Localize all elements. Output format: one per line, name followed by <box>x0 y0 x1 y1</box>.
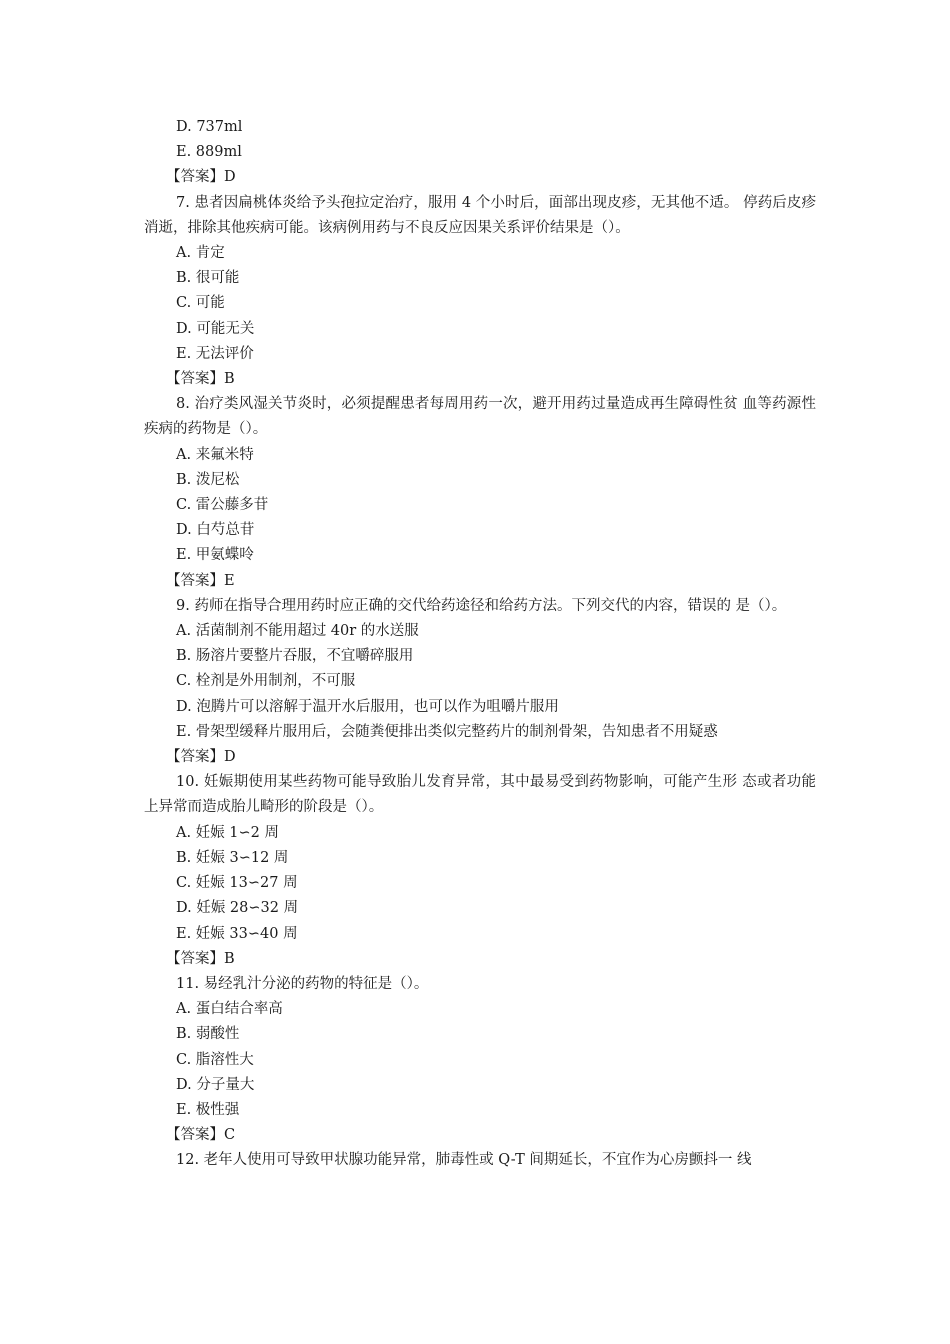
option-line: A. 活菌制剂不能用超过 40r 的水送服 <box>176 623 419 640</box>
option-line: C. 可能 <box>176 295 225 312</box>
option-line: D. 泡腾片可以溶解于温开水后服用，也可以作为咀嚼片服用 <box>176 698 559 715</box>
option-line: D. 737ml <box>176 119 243 135</box>
answer-line: 【答案】B <box>166 950 235 967</box>
option-line: C. 雷公藤多苷 <box>176 497 269 514</box>
option-line: B. 肠溶片要整片吞服，不宜嚼碎服用 <box>176 648 414 665</box>
option-line: D. 妊娠 28∽32 周 <box>176 900 299 917</box>
option-line: B. 妊娠 3∽12 周 <box>176 849 289 866</box>
option-line: D. 白芍总苷 <box>176 522 255 539</box>
option-line: B. 泼尼松 <box>176 471 240 488</box>
option-line: E. 骨架型缓释片服用后，会随粪便排出类似完整药片的制剂骨架，告知患者不用疑惑 <box>176 723 718 740</box>
answer-line: 【答案】C <box>166 1127 236 1144</box>
question-stem: 12. 老年人使用可导致甲状腺功能异常，肺毒性或 Q-T 间期延长，不宜作为心房颤抖一 线 <box>176 1152 752 1169</box>
question-stem: 7. 患者因扁桃体炎给予头孢拉定治疗，服用 4 个小时后，面部出现皮疹，无其他不适。 停药后皮疹消逝，排除其他疾病可能。该病例用药与不良反应因果关系评价结果是（）。 <box>144 194 816 236</box>
option-line: A. 妊娠 1∽2 周 <box>176 824 280 841</box>
option-line: C. 脂溶性大 <box>176 1051 254 1068</box>
option-line: D. 分子量大 <box>176 1076 255 1093</box>
option-line: E. 极性强 <box>176 1101 240 1118</box>
question-stem: 9. 药师在指导合理用药时应正确的交代给药途径和给药方法。下列交代的内容，错误的 是（）。 <box>176 597 787 614</box>
option-line: E. 889ml <box>176 144 242 161</box>
option-line: E. 甲氨蝶呤 <box>176 547 254 564</box>
option-line: C. 栓剂是外用制剂，不可服 <box>176 673 356 690</box>
option-line: B. 弱酸性 <box>176 1026 240 1043</box>
option-line: A. 肯定 <box>176 245 225 262</box>
answer-line: 【答案】E <box>166 572 235 589</box>
option-line: A. 蛋白结合率高 <box>176 1001 283 1018</box>
answer-line: 【答案】D <box>166 169 236 186</box>
question-stem: 8. 治疗类风湿关节炎时，必须提醒患者每周用药一次，避开用药过量造成再生障碍性贫 血等药源性疾病的药物是（）。 <box>144 396 816 438</box>
option-line: D. 可能无关 <box>176 320 255 337</box>
question-stem: 11. 易经乳汁分泌的药物的特征是（）。 <box>176 975 429 992</box>
question-stem: 10. 妊娠期使用某些药物可能导致胎儿发育异常，其中最易受到药物影响，可能产生形 态或者功能上异常而造成胎儿畸形的阶段是（）。 <box>144 774 816 816</box>
option-line: E. 妊娠 33∽40 周 <box>176 925 298 942</box>
answer-line: 【答案】D <box>166 749 236 766</box>
option-line: E. 无法评价 <box>176 345 254 362</box>
option-line: A. 来氟米特 <box>176 446 254 463</box>
option-line: B. 很可能 <box>176 270 240 287</box>
answer-line: 【答案】B <box>166 371 235 388</box>
question-content <box>144 115 816 1174</box>
option-line: C. 妊娠 13∽27 周 <box>176 875 298 892</box>
